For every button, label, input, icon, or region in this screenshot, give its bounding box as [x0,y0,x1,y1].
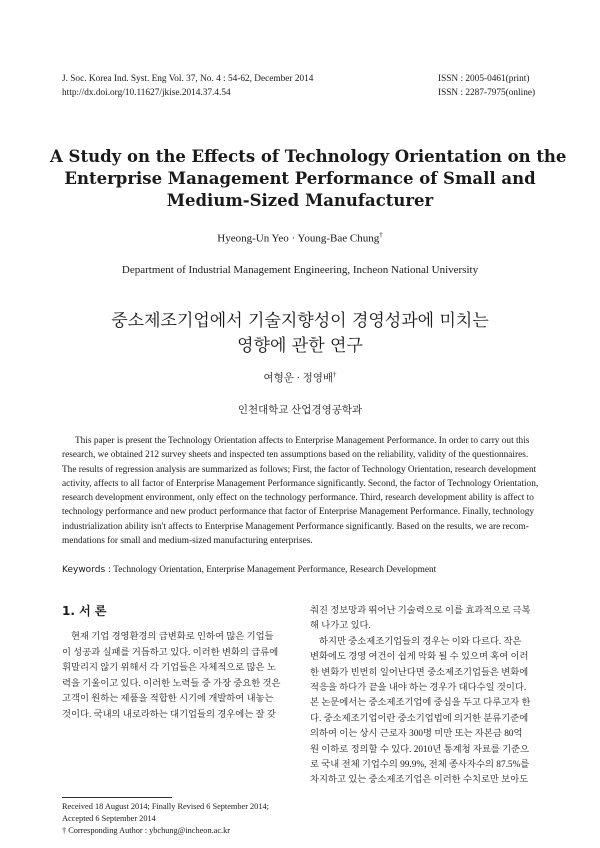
issn-print: ISSN : 2005-0461(print) [438,74,530,84]
body-line: 변화에도 경영 여건이 쉽게 악화 될 수 있으며 혹여 이러 [310,652,529,663]
footnotes [62,801,292,837]
journal-citation [62,72,313,100]
body-line: 한 변화가 빈번히 일어난다면 중소제조기업들은 변화에 [310,667,529,678]
abstract-line: research development environment, only effect on the technology performance. Third, research development ability is affect to [62,493,534,504]
body-line: 차지하고 있는 중소제조기업은 이러한 수치로만 보아도 [310,775,529,786]
abstract [62,434,542,548]
footnote-corresponding: † Corresponding Author : ybchung@incheon.ac.kr [62,826,231,835]
body-line: 하지만 중소제조기업들의 경우는 이와 다르다. 작은 [319,636,522,647]
english-affiliation: Department of Industrial Management Engineering, Incheon National University [121,264,479,276]
issn-online: ISSN : 2287-7975(online) [438,88,536,98]
footnote-divider [62,797,172,798]
section-heading: 1. 서 론 [62,604,107,618]
body-line: 휘말리지 않기 위해서 각 기업들은 자체적으로 많은 노 [62,663,276,673]
journal-line: J. Soc. Korea Ind. Syst. Eng Vol. 37, No. 4 : 54-62, December 2014 [62,74,314,84]
abstract-line: activity, affects to all factor of Enterprise Management Performance significantly. Second, the factor of Technology Orientation, [62,478,539,489]
body-line: 다. 중소제조기업이란 중소기업법에 의거한 분류기준에 [310,713,529,724]
title-line: Enterprise Management Performance of Small and [64,169,536,188]
body-line: 해 나가고 있다. [310,621,371,632]
body-line: 것이다. 국내의 내로라하는 대기업들의 경우에는 잘 갖 [62,709,276,720]
title-line: Medium-Sized Manufacturer [166,191,434,210]
footnote-received: Received 18 August 2014; Finally Revised 6 September 2014; [62,802,269,811]
body-line: 적응을 하다가 끝을 내야 하는 경우가 대다수일 것이다. [310,683,527,694]
body-line: 력을 기울이고 있다. 이러한 노력들 중 가장 중요한 것은 [62,678,281,689]
korean-title [50,309,550,359]
korean-title-line: 영향에 관한 연구 [237,336,363,356]
body-line: 본 논문에서는 중소제조기업에 중심을 두고 다루고자 한 [310,698,531,709]
abstract-line: The results of regression analysis are summarized as follows; First, the factor of Technology Orientation, research development [62,464,537,475]
corresponding-mark: † [379,231,383,239]
abstract-line: industrialization ability isn't affects to Enterprise Management Performance significantly. Based on the results, we are recom- [62,521,529,532]
body-line: 춰진 정보망과 뛰어난 기술력으로 이를 효과적으로 극복 [310,606,531,616]
keywords [62,565,542,575]
author-names: Hyeong-Un Yeo · Young-Bae Chung [217,232,380,245]
korean-author-names: 여형운 · 정영배 [263,373,334,384]
abstract-line: technology performance and new product performance that factor of Enterprise Management Performance. Finally, technology [62,507,535,518]
body-line: 고객이 원하는 제품을 적합한 시기에 개발하여 내놓는 [62,694,274,704]
korean-affiliation: 인천대학교 산업경영공학과 [237,405,363,416]
footnote-accepted: Accepted 6 September 2014 [62,814,156,823]
body-column-left [62,630,291,723]
body-line: 의하여 이는 상시 근로자 300명 미만 또는 자본금 80억 [310,729,523,740]
body-line: 이 성공과 실패를 거듭하고 있다. 이러한 변화의 급류에 [62,647,279,658]
body-line: 현재 기업 경영환경의 급변화로 인하여 많은 기업들 [71,632,274,642]
abstract-line: mendations for small and medium-sized manufacturing enterprises. [62,536,313,547]
korean-corresponding-mark: † [333,370,337,379]
title-line: A Study on the Effects of Technology Orientation on the [50,147,567,166]
english-title [50,146,567,212]
korean-title-line: 중소제조기업에서 기술지향성이 경영성과에 미치는 [111,311,489,331]
body-line: 원 이하로 정의할 수 있다. 2010년 통계청 자료를 기준으 [310,744,530,755]
keywords-text: Technology Orientation, Enterprise Management Performance, Research Development [113,565,437,575]
doi-line: http://dx.doi.org/10.11627/jkise.2014.37.4.54 [62,88,231,98]
abstract-line: research, we obtained 212 survey sheets and inspected ten assumptions based on the reliability, validity of the questionnaires. [62,450,529,461]
body-column-right [310,604,539,789]
issn-block [438,72,535,100]
keywords-label: Keywords : [62,565,112,575]
korean-authors [0,370,600,385]
english-authors [0,231,600,245]
body-line: 로 국내 전체 기업수의 99.9%, 전체 종사자수의 87.5%를 [310,760,530,771]
abstract-line: This paper is present the Technology Orientation affects to Enterprise Management Performance. In order to carry out this [75,436,530,446]
